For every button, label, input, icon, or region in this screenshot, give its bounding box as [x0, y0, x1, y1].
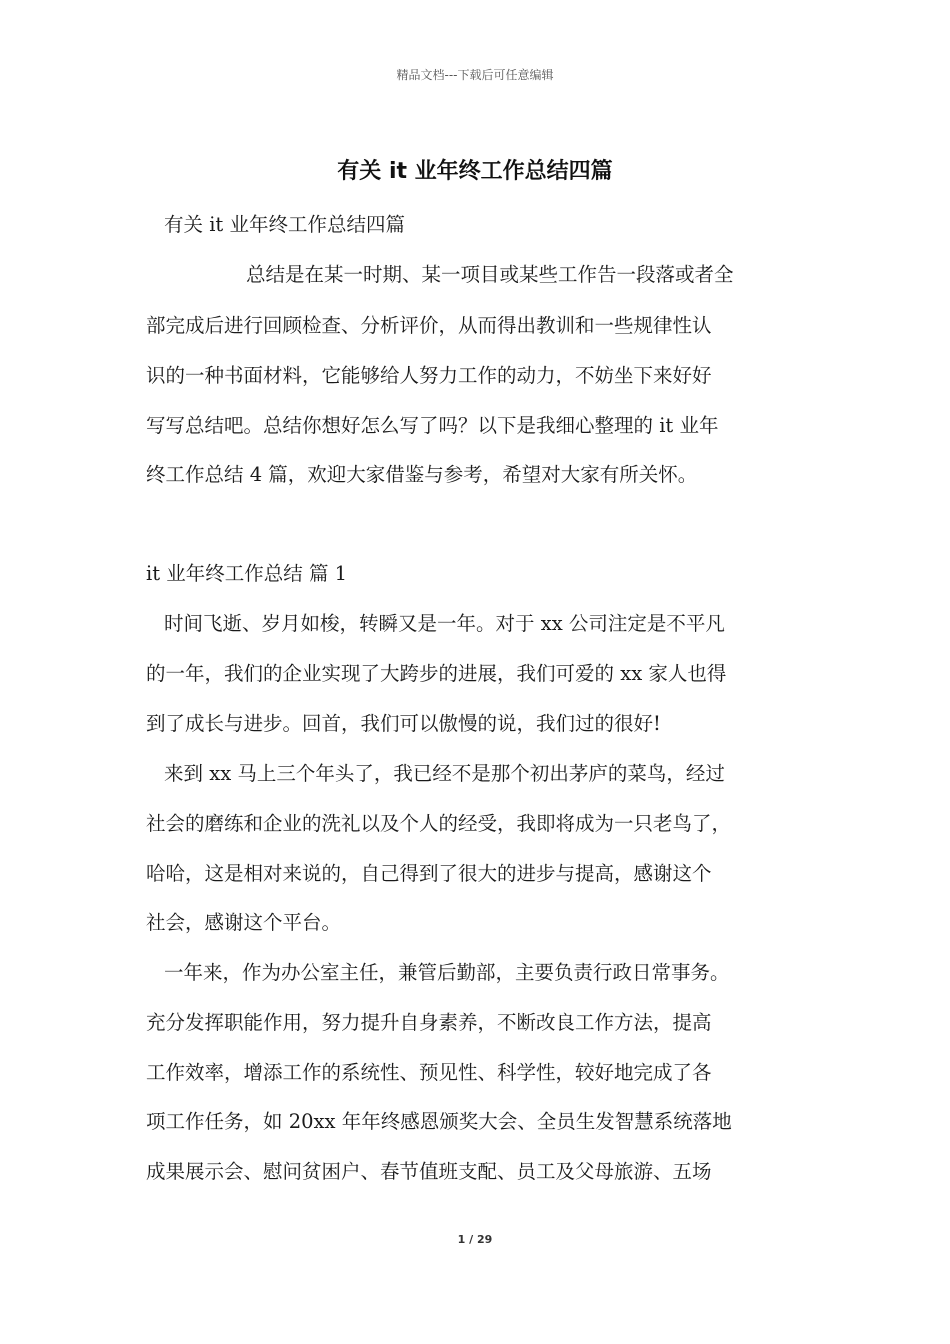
paragraph-line: 成果展示会、慰问贫困户、春节值班支配、员工及父母旅游、五场 [146, 1160, 712, 1183]
paragraph-line: 部完成后进行回顾检查、分析评价，从而得出教训和一些规律性认 [146, 314, 712, 337]
paragraph-line: 时间飞逝、岁月如梭，转瞬又是一年。对于 xx 公司注定是不平凡 [164, 612, 725, 635]
paragraph-line: 一年来，作为办公室主任，兼管后勤部，主要负责行政日常事务。 [164, 961, 730, 984]
paragraph-line: 社会，感谢这个平台。 [146, 911, 342, 934]
paragraph-line: 哈哈，这是相对来说的，自己得到了很大的进步与提高，感谢这个 [146, 862, 712, 885]
paragraph-line: 来到 xx 马上三个年头了，我已经不是那个初出茅庐的菜鸟，经过 [164, 762, 725, 785]
document-title: 有关 it 业年终工作总结四篇 [337, 159, 613, 184]
header-note: 精品文档---下载后可任意编辑 [396, 68, 554, 82]
paragraph-line: 总结是在某一时期、某一项目或某些工作告一段落或者全 [246, 263, 734, 286]
paragraph-line: 工作效率，增添工作的系统性、预见性、科学性，较好地完成了各 [146, 1061, 712, 1084]
paragraph-line: 识的一种书面材料，它能够给人努力工作的动力，不妨坐下来好好 [146, 364, 712, 387]
paragraph-line: 充分发挥职能作用，努力提升自身素养，不断改良工作方法，提高 [146, 1011, 712, 1034]
paragraph-line: 社会的磨练和企业的洗礼以及个人的经受，我即将成为一只老鸟了， [146, 812, 732, 835]
subtitle-line: 有关 it 业年终工作总结四篇 [164, 213, 405, 236]
page-number: 1 / 29 [457, 1233, 493, 1246]
paragraph-line: 项工作任务，如 20xx 年年终感恩颁奖大会、全员生发智慧系统落地 [146, 1110, 732, 1133]
paragraph-line: 到了成长与进步。回首，我们可以傲慢的说，我们过的很好! [146, 712, 661, 735]
paragraph-line: 终工作总结 4 篇，欢迎大家借鉴与参考，希望对大家有所关怀。 [146, 463, 698, 486]
paragraph-line: 写写总结吧。总结你想好怎么写了吗？以下是我细心整理的 it 业年 [146, 414, 719, 437]
paragraph-line: 的一年，我们的企业实现了大跨步的进展，我们可爱的 xx 家人也得 [146, 662, 727, 685]
section-heading: it 业年终工作总结 篇 1 [146, 562, 348, 585]
